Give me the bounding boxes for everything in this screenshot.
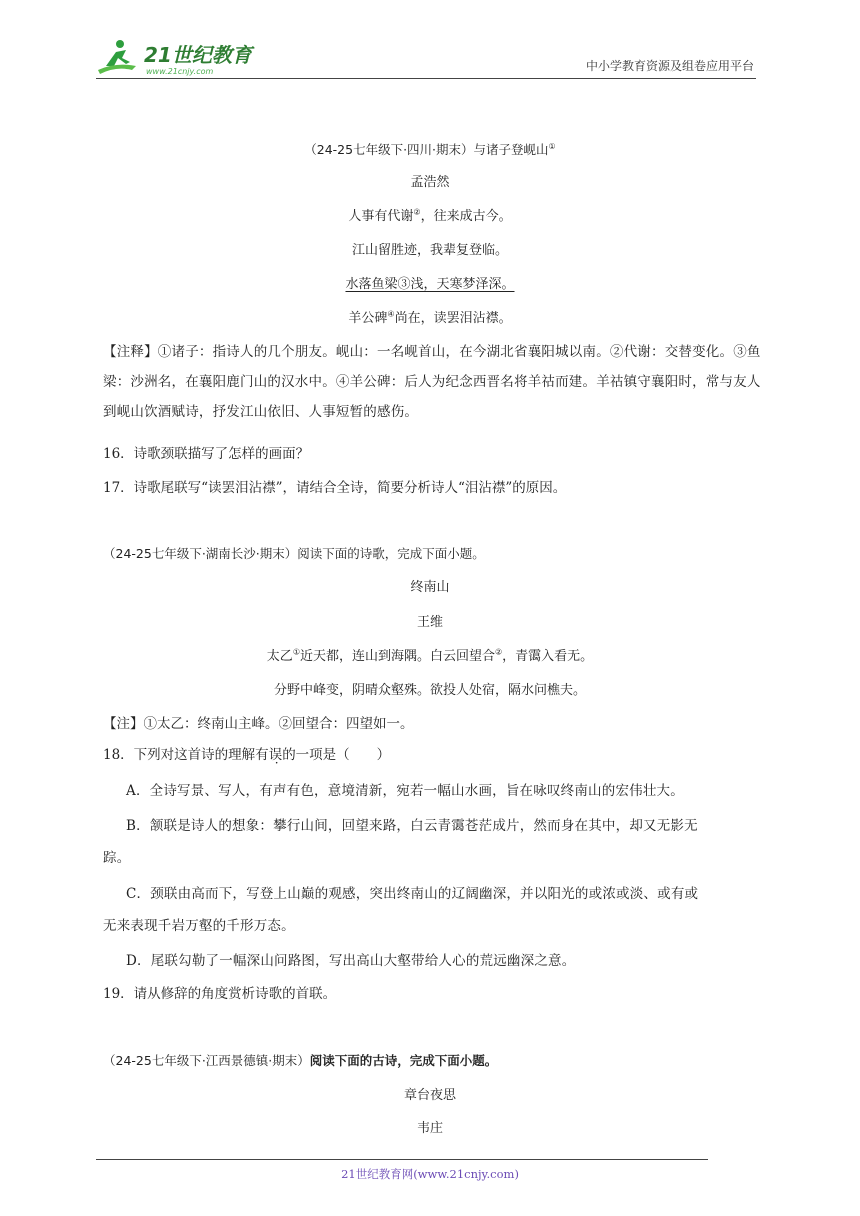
section1-note: 【注释】①诸子：指诗人的几个朋友。岘山：一名岘首山，在今湖北省襄阳城以南。②代谢：交替变化。③鱼梁：沙洲名，在襄阳鹿门山的汉水中。④羊公碑：后人为纪念西晋名将羊祜而建。羊祜镇守襄阳时，常与友人到岘山饮酒赋诗，抒发江山依旧、人事短暂的感伤。 (103, 344, 761, 420)
section1-poem-line2: 江山留胜迹，我辈复登临。 (351, 243, 508, 258)
svg-text:www.21cnjy.com: www.21cnjy.com (146, 67, 214, 76)
footnote-mark: ① (292, 647, 300, 657)
section1-poem-line3 (0, 276, 860, 294)
section3-source (103, 1052, 497, 1070)
footnote-mark: ④ (387, 309, 395, 319)
poem-text: 尚在，读罢泪沾襟。 (394, 311, 512, 326)
section3-title: 章台夜思 (403, 1088, 456, 1103)
section2-source: （24-25七年级下·湖南长沙·期末）阅读下面的诗歌，完成下面小题。 (103, 546, 485, 561)
footnote-mark: ② (495, 647, 503, 657)
page-header (96, 30, 756, 79)
svg-text:21世纪教育: 21世纪教育 (144, 43, 252, 67)
question-18 (103, 746, 390, 764)
platform-name: 中小学教育资源及组卷应用平台 (585, 59, 754, 73)
question-text: 18．下列对这首诗的理解有 (103, 747, 269, 763)
section3-author: 韦庄 (416, 1121, 443, 1136)
option-c-line2: 无来表现千岩万壑的千形万态。 (103, 918, 295, 934)
section3-instruction: 阅读下面的古诗，完成下面小题。 (309, 1053, 498, 1068)
section1-poem-line1 (0, 208, 860, 226)
question-19: 19．请从修辞的角度赏析诗歌的首联。 (103, 986, 337, 1002)
section2-poem-line2: 分野中峰变，阴晴众壑殊。欲投人处宿，隔水问樵夫。 (273, 683, 586, 698)
question-16: 16．诗歌颈联描写了怎样的画面？ (103, 446, 310, 462)
option-b-line2: 踪。 (103, 850, 131, 866)
section2-poem-line1 (0, 648, 860, 666)
poem-text: 人事有代谢 (348, 209, 414, 224)
question-17: 17．诗歌尾联写“读罢泪沾襟”，请结合全诗，简要分析诗人“泪沾襟”的原因。 (103, 480, 567, 496)
question-text: 的一项是（ ） (282, 747, 391, 763)
poem-text: 羊公碑 (348, 311, 388, 326)
section1-source (0, 141, 860, 159)
footer-text[interactable]: 21世纪教育网(www.21cnjy.com) (341, 1167, 519, 1181)
option-b-line1: B．颔联是诗人的想象：攀行山间，回望来路，白云青霭苍茫成片，然而身在其中，却又无影无 (126, 818, 698, 834)
footnote-mark: ② (413, 207, 421, 217)
underlined-poem-text: 水落鱼梁③浅，天寒梦泽深。 (345, 277, 515, 292)
section2-note: 【注】①太乙：终南山主峰。②回望合：四望如一。 (103, 716, 414, 732)
site-logo (96, 36, 266, 80)
footer-rule (96, 1159, 708, 1160)
option-d: D．尾联勾勒了一幅深山问路图，写出高山大壑带给人心的荒远幽深之意。 (126, 953, 576, 969)
poem-text: 太乙 (266, 649, 293, 664)
section3-source-text: （24-25七年级下·江西景德镇·期末） (103, 1053, 310, 1068)
section1-source-text: （24-25七年级下·四川·期末）与诸子登岘山 (304, 142, 549, 157)
poem-text: ，青霭入看无。 (502, 649, 594, 664)
emphasis-text: 误 (268, 747, 283, 763)
section1-source-sup: ① (548, 141, 556, 151)
option-a: A．全诗写景、写人，有声有色，意境清新，宛若一幅山水画，旨在咏叹终南山的宏伟壮大。 (126, 783, 684, 799)
option-c-line1: C．颈联由高而下，写登上山巅的观感，突出终南山的辽阔幽深，并以阳光的或浓或淡、或有或 (126, 886, 699, 902)
section1-author: 孟浩然 (410, 175, 450, 190)
section2-author: 王维 (416, 615, 443, 630)
poem-text: 近天都，连山到海隅。白云回望合 (299, 649, 495, 664)
section1-poem-line4 (0, 310, 860, 328)
poem-text: ，往来成古今。 (420, 209, 512, 224)
section2-title: 终南山 (410, 580, 450, 595)
